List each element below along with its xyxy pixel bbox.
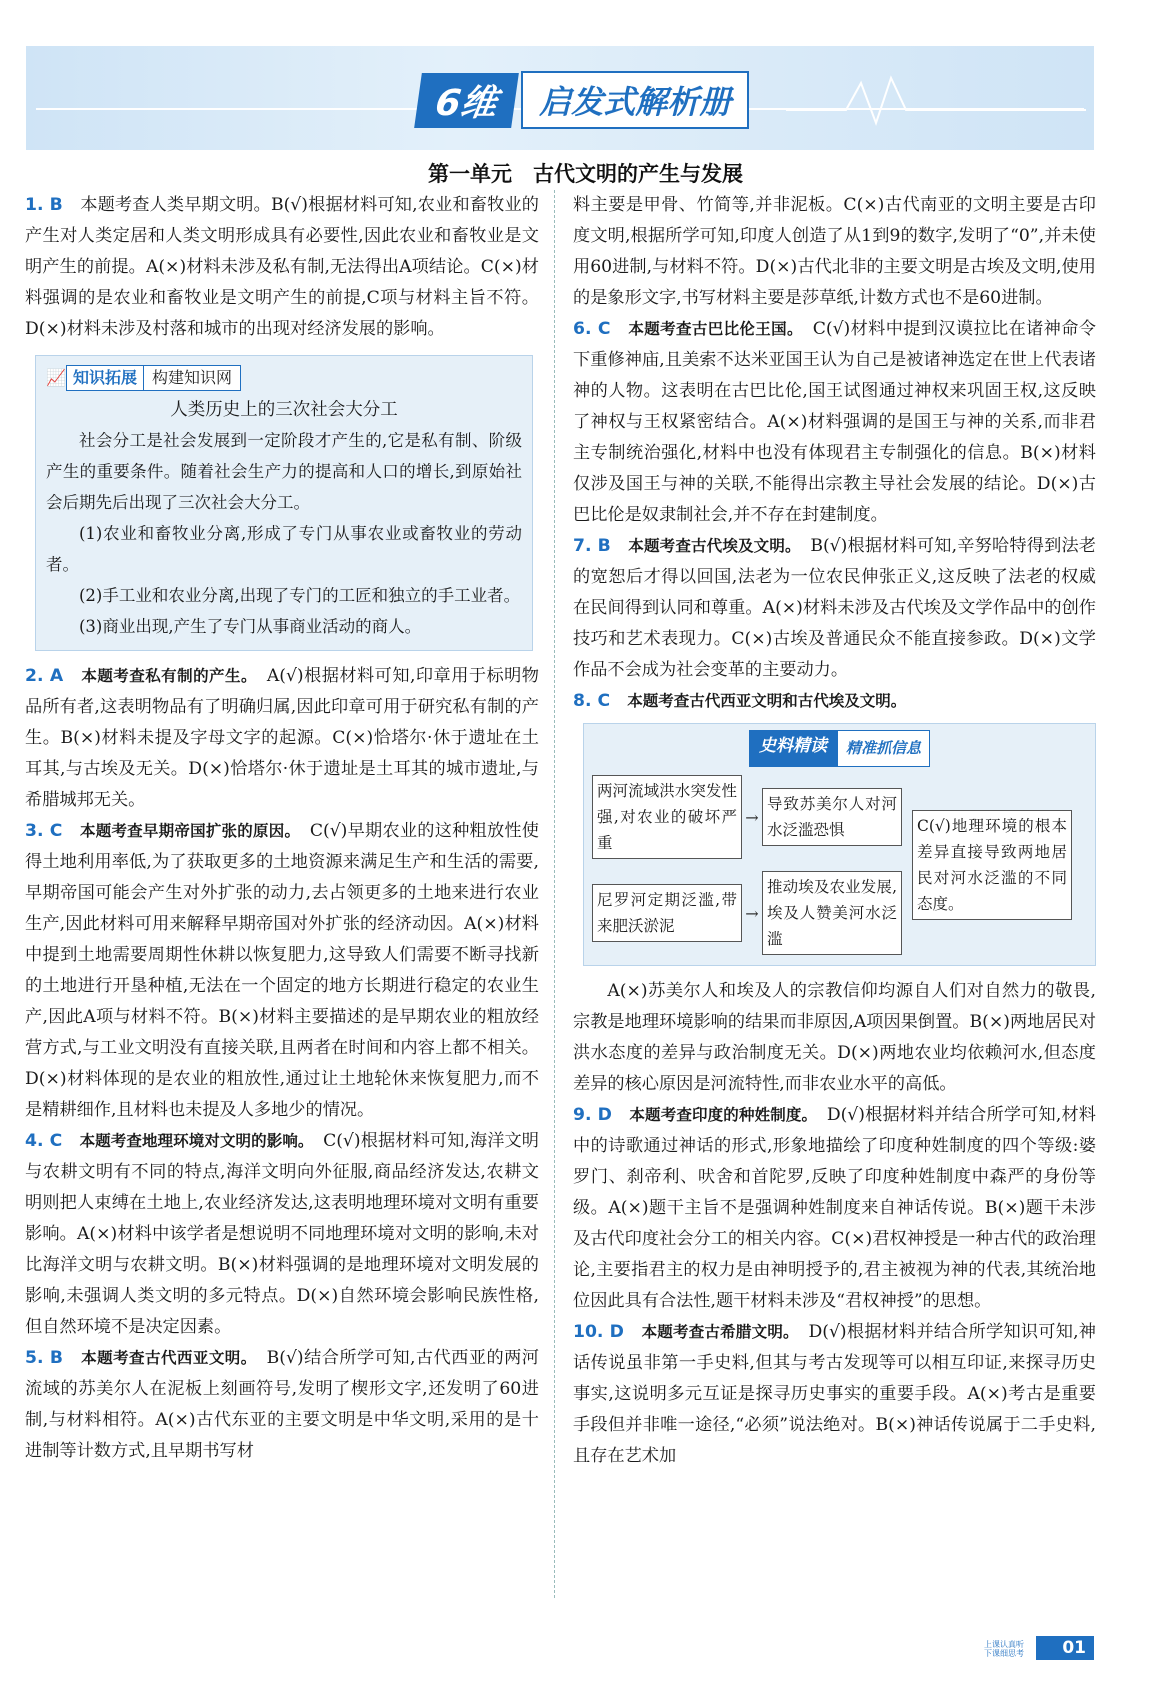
footer-slogan-line: 上课认真听	[984, 1640, 1024, 1649]
answer-focus: 本题考查古代西亚文明。	[81, 1349, 249, 1367]
answer-number: 6. C	[573, 319, 611, 339]
answer-number: 5. B	[25, 1348, 64, 1368]
answer-number: 10. D	[573, 1322, 624, 1342]
answer-focus: 本题考查地理环境对文明的影响。	[79, 1132, 306, 1150]
answer-number: 2. A	[25, 666, 64, 686]
box-tag: 知识拓展	[66, 365, 144, 391]
knowledge-expansion-box	[35, 355, 533, 651]
answer-number: 1. B	[25, 195, 63, 215]
cause-box-mesopotamia: 两河流域洪水突发性强,对农业的破坏严重	[592, 775, 742, 859]
banner-subtitle: 启发式解析册	[521, 71, 749, 129]
box-header	[46, 362, 522, 393]
cause-box-egypt: 尼罗河定期泛滥,带来肥沃淤泥	[592, 884, 742, 942]
answer-text: B(√)结合所学可知,古代西亚的两河流域的苏美尔人在泥板上刻画符号,发明了楔形文字,还发明了60进制,与材料相符。A(×)古代东亚的主要文明是中华文明,采用的是十进制等计数方式,且早期书写材	[25, 1348, 539, 1461]
diagram-tag: 史料精读	[749, 730, 837, 767]
box-paragraph: 社会分工是社会发展到一定阶段才产生的,它是私有制、阶级产生的重要条件。随着社会生产力的提高和人口的增长,到原始社会后期先后出现了三次社会大分工。	[46, 431, 522, 512]
answer-focus: 本题考查古代西亚文明和古代埃及文明。	[627, 692, 907, 710]
answer-focus: 本题考查古希腊文明。	[641, 1323, 792, 1341]
conclusion-box: C(√)地理环境的根本差异直接导致两地居民对河水泛滥的不同态度。	[912, 810, 1072, 920]
answer-1	[25, 190, 539, 345]
answer-7	[573, 531, 1096, 686]
answer-number: 8. C	[573, 691, 611, 711]
box-title: 人类历史上的三次社会大分工	[170, 400, 398, 420]
answer-5-continued: 料主要是甲骨、竹简等,并非泥板。C(×)古代南亚的文明主要是古印度文明,根据所学可知,印度人创造了从1到9的数字,发明了“0”,并未使用60进制,与材料不符。D(×)古代北非的主要文明是古埃及文明,使用的是象形文字,书写材料主要是莎草纸,计数方式也不是60进制。	[573, 195, 1096, 308]
answer-2	[25, 661, 539, 816]
unit-title: 第一单元 古代文明的产生与发展	[428, 162, 743, 186]
header-banner	[26, 46, 1094, 150]
footer-slogan	[984, 1640, 1024, 1658]
answer-8	[573, 686, 1096, 717]
answer-5	[25, 1343, 539, 1467]
answer-4	[25, 1126, 539, 1343]
box-paragraph: (1)农业和畜牧业分离,形成了专门从事农业或畜牧业的劳动者。	[46, 524, 522, 574]
answer-number: 4. C	[25, 1131, 63, 1151]
answer-number: 3. C	[25, 821, 63, 841]
answer-focus: 本题考查私有制的产生。	[81, 667, 250, 685]
answer-focus: 本题考查早期帝国扩张的原因。	[79, 822, 293, 840]
diagram-flow	[592, 775, 1087, 955]
effect-box-mesopotamia: 导致苏美尔人对河水泛滥恐惧	[762, 788, 902, 846]
answer-10	[573, 1317, 1096, 1472]
right-column	[573, 190, 1096, 1472]
answer-9	[573, 1100, 1096, 1317]
diagram-subtag: 精准抓信息	[837, 730, 930, 767]
box-subtag: 构建知识网	[144, 365, 241, 391]
answer-text: B(√)根据材料可知,辛努哈特得到法老的宽恕后才得以回国,法老为一位农民伸张正义,这反映了法老的权威在民间得到认同和尊重。A(×)材料未涉及古代埃及文学作品中的创作技巧和艺术表现力。C(×)古埃及普通民众不能直接参政。D(×)文学作品不会成为社会变革的主要动力。	[573, 536, 1096, 680]
heartbeat-decoration-icon	[786, 68, 1086, 128]
answer-text: D(√)根据材料并结合所学可知,材料中的诗歌通过神话的形式,形象地描绘了印度种姓制度的四个等级:婆罗门、刹帝利、吠舍和首陀罗,反映了印度种姓制度中森严的身份等级。A(×)题干主旨不是强调种姓制度来自神话传说。B(×)题干未涉及古代印度社会分工的相关内容。C(×)君权神授是一种古代的政治理论,主要指君主的权力是由神明授予的,君主被视为神的代表,其统治地位因此具有合法性,题干材料未涉及“君权神授”的思想。	[573, 1105, 1096, 1311]
trend-chart-icon: 📈	[46, 368, 66, 387]
page-number: 01	[1036, 1636, 1094, 1660]
answer-text: C(√)早期农业的这种粗放性使得土地利用率低,为了获取更多的土地资源来满足生产和生活的需要,早期帝国可能会产生对外扩张的动力,去占领更多的土地来进行农业生产,因此材料可用来解释早期帝国对外扩张的经济动因。A(×)材料中提到土地需要周期性休耕以恢复肥力,这导致人们需要不断寻找新的土地进行开垦种植,无法在一个固定的地方长期进行稳定的农业生产,因此A项与材料不符。B(×)材料主要描述的是早期农业的粗放经营方式,与工业文明没有直接关联,且两者在时间和内容上都不相关。D(×)材料体现的是农业的粗放性,通过让土地轮休来恢复肥力,而不是精耕细作,且材料也未提及人多地少的情况。	[25, 821, 539, 1120]
answer-6	[573, 314, 1096, 531]
diagram-header	[592, 730, 1087, 767]
answer-3	[25, 816, 539, 1126]
answer-number: 9. D	[573, 1105, 612, 1125]
answer-text: A(√)根据材料可知,印章用于标明物品所有者,这表明物品有了明确归属,因此印章可用于研究私有制的产生。B(×)材料未提及字母文字的起源。C(×)恰塔尔·休于遗址在土耳其,与古埃及无关。D(×)恰塔尔·休于遗址是土耳其的城市遗址,与希腊城邦无关。	[25, 666, 539, 810]
answer-text: C(√)材料中提到汉谟拉比在诸神命令下重修神庙,且美索不达米亚国王认为自己是被诸神选定在世上代表诸神的人物。这表明在古巴比伦,国王试图通过神权来巩固王权,这反映了神权与王权紧密结合。A(×)材料强调的是国王与神的关系,而非君主专制统治强化,材料中也没有体现君主专制强化的信息。B(×)材料仅涉及国王与神的关联,不能得出宗教主导社会发展的结论。D(×)古巴比伦是奴隶制社会,并不存在封建制度。	[573, 319, 1096, 525]
box-paragraph: (3)商业出现,产生了专门从事商业活动的商人。	[79, 617, 422, 636]
source-reading-diagram	[583, 723, 1096, 966]
effect-box-egypt: 推动埃及农业发展,埃及人赞美河水泛滥	[762, 871, 902, 955]
column-divider	[554, 190, 555, 1598]
answer-8-text: A(×)苏美尔人和埃及人的宗教信仰均源自人们对自然力的敬畏,宗教是地理环境影响的结果而非原因,A项因果倒置。B(×)两地居民对洪水态度的差异与政治制度无关。D(×)两地农业均依赖河水,但态度差异的核心原因是河流特性,而非农业水平的高低。	[573, 981, 1096, 1094]
footer-slogan-line: 下课细思考	[984, 1649, 1024, 1658]
left-column	[25, 190, 539, 1467]
banner-title	[418, 74, 749, 126]
answer-text: D(√)根据材料并结合所学知识可知,神话传说虽非第一手史料,但其与考古发现等可以相互印证,来探寻历史事实,这说明多元互证是探寻历史事实的重要手段。A(×)考古是重要手段但并非唯一途径,“必须”说法绝对。B(×)神话传说属于二手史料,且存在艺术加	[573, 1322, 1096, 1466]
answer-text: C(√)根据材料可知,海洋文明与农耕文明有不同的特点,海洋文明向外征服,商品经济发达,农耕文明则把人束缚在土地上,农业经济发达,这表明地理环境对文明有重要影响。A(×)材料中该学者是想说明不同地理环境对文明的影响,未对比海洋文明与农耕文明。B(×)材料强调的是地理环境对文明发展的影响,未强调人类文明的多元特点。D(×)自然环境会影响民族性格,但自然环境不是决定因素。	[25, 1131, 539, 1337]
arrow-right-icon: →	[745, 807, 759, 827]
brand-logo: 6维	[414, 73, 519, 128]
arrow-right-icon: →	[745, 903, 759, 923]
answer-focus: 本题考查古巴比伦王国。	[628, 320, 796, 338]
answer-focus: 本题考查印度的种姓制度。	[629, 1106, 810, 1124]
box-paragraph: (2)手工业和农业分离,出现了专门的工匠和独立的手工业者。	[79, 586, 521, 605]
answer-text: 本题考查人类早期文明。B(√)根据材料可知,农业和畜牧业的产生对人类定居和人类文明形成具有必要性,因此农业和畜牧业是文明产生的前提。A(×)材料未涉及私有制,无法得出A项结论。C(×)材料强调的是农业和畜牧业是文明产生的前提,C项与材料主旨不符。D(×)材料未涉及村落和城市的出现对经济发展的影响。	[25, 195, 539, 339]
answer-number: 7. B	[573, 536, 611, 556]
answer-focus: 本题考查古代埃及文明。	[628, 537, 793, 555]
